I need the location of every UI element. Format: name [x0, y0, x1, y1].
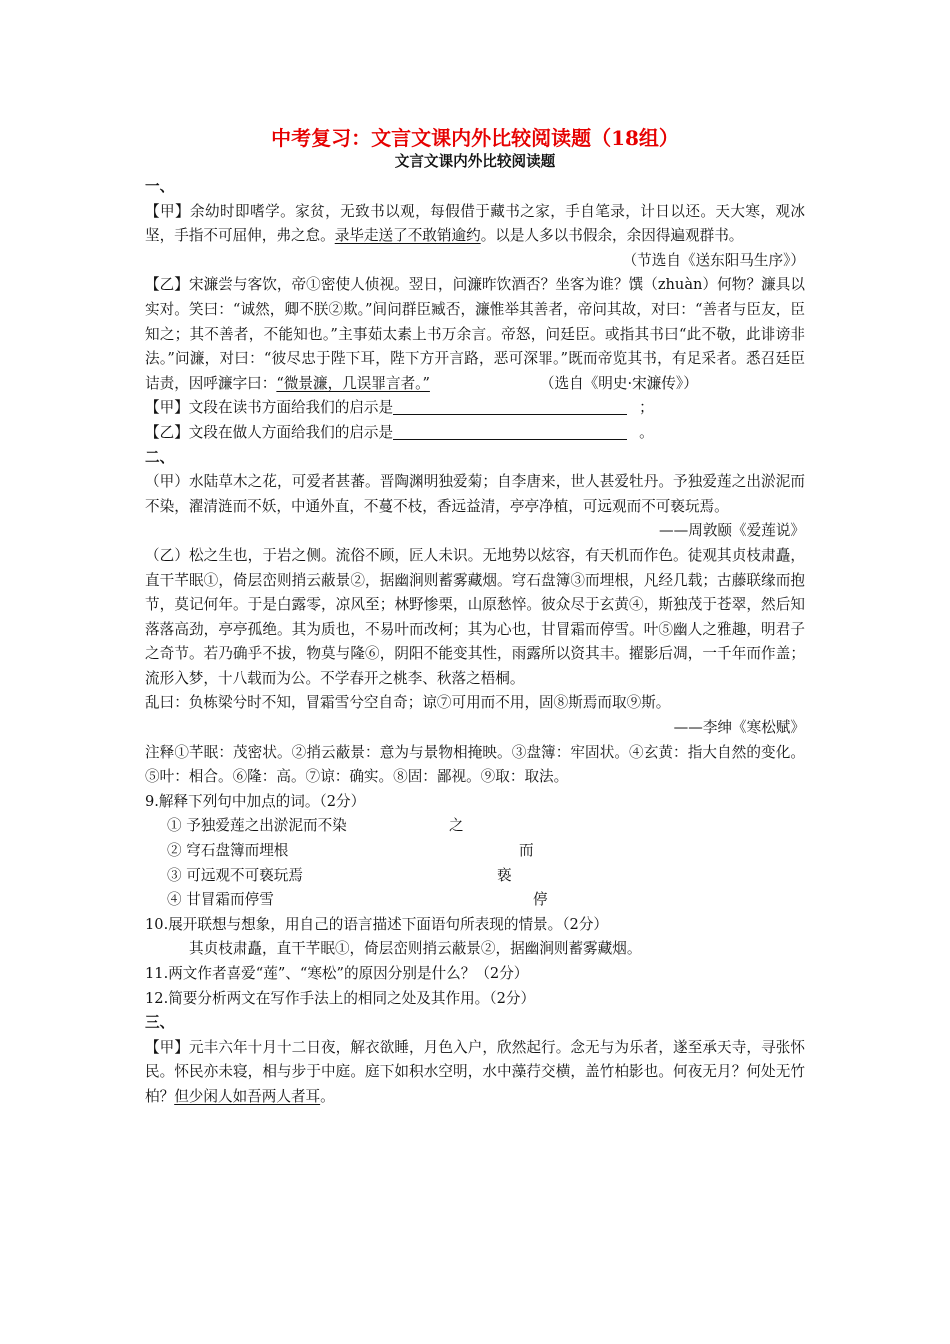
- sec2-passage-yi: （乙）松之生也，于岩之侧。流俗不顾，匠人未识。无地势以炫容，有天机而作色。徒观其贞枝肃矗，直干芊眠①，倚层峦则捎云蔽景②，据幽涧则蓄雾藏烟。穹石盘簿③而埋根，凡经几载；古藤联缘而抱节，莫记何年。于是白露零，凉风至；林野惨栗，山原愁悴。彼众尽于玄黄④，斯独茂于苍翠，然后知落落高劲，亭亭孤绝。其为质也，不易叶而改柯；其为心也，甘冒霜而停雪。叶⑤幽人之雅趣，明君子之奇节。若乃确乎不拔，物莫与隆⑥，阴阳不能变其性，雨露所以资其丰。擢影后凋，一千年而作盖；流形入梦，十八载而为公。不学春开之桃李、秋落之梧桐。: [145, 546, 805, 687]
- question-10-quote: 其贞枝肃矗，直干芊眠①，倚层峦则捎云蔽景②，据幽涧则蓄雾藏烟。: [189, 940, 642, 958]
- sec1-passage-jia: 【甲】余幼时即嗜学。家贫，无致书以观，每假借于藏书之家，手自笔录，计日以还。天大寒，观冰坚，手指不可屈伸，弗之怠。录毕走送了不敢销逾约。以是人多以书假余，余因得遍观群书。: [145, 202, 805, 245]
- page-subtitle: 文言文课内外比较阅读题: [394, 153, 556, 170]
- q9-item-2: ② 穹石盘簿而埋根 而: [167, 842, 534, 860]
- sec3-passage-jia: 【甲】元丰六年十月十二日夜，解衣欲睡，月色入户，欣然起行。念无与为乐者，遂至承天寺，寻张怀民。怀民亦未寝，相与步于中庭。庭下如积水空明，水中藻荇交横，盖竹柏影也。何夜无月？何处无竹柏？但少闲人如吾两人者耳。: [145, 1038, 805, 1105]
- sec1-jia-source: （节选自《送东阳马生序》）: [622, 251, 805, 269]
- sec1-question-jia: 【甲】文段在读书方面给我们的启示是 ；: [145, 399, 654, 417]
- underlined-sentence: 但少闲人如吾两人者耳: [174, 1087, 321, 1105]
- document-page: [145, 125, 805, 1110]
- answer-blank[interactable]: [393, 424, 627, 440]
- q9-item-4: ④ 甘冒霜而停雪 停: [167, 891, 548, 909]
- q9-item-3: ③ 可远观不可亵玩焉 亵: [167, 866, 512, 884]
- question-12: 12.简要分析两文在写作手法上的相同之处及其作用。（2分）: [145, 989, 536, 1007]
- sec2-jia-source: ——周敦颐《爱莲说》: [659, 522, 805, 540]
- sec2-notes: 注释①芊眠：茂密状。②捎云蔽景：意为与景物相掩映。③盘簿：牢固状。④玄黄：指大自然的变化。⑤叶：相合。⑥隆：高。⑦谅：确实。⑧固：鄙视。⑨取：取法。: [145, 743, 805, 786]
- answer-blank[interactable]: [393, 399, 627, 415]
- page-title: 中考复习：文言文课内外比较阅读题（18组）: [271, 126, 679, 150]
- section-3-heading: 三、: [145, 1014, 175, 1032]
- question-11: 11.两文作者喜爱“莲”、“寒松”的原因分别是什么？（2分）: [145, 965, 529, 982]
- sec2-yi-source: ——李绅《寒松赋》: [673, 719, 805, 737]
- question-9: 9.解释下列句中加点的词。（2分）: [145, 792, 366, 810]
- sec1-yi-source: （选自《明史·宋濂传》）: [539, 374, 698, 392]
- sec2-passage-jia: （甲）水陆草木之花，可爱者甚蕃。晋陶渊明独爱菊；自李唐来，世人甚爱牡丹。予独爱莲之出淤泥而不染，濯清涟而不妖，中通外直，不蔓不枝，香远益清，亭亭净植，可远观而不可亵玩焉。: [145, 473, 805, 515]
- question-10: 10.展开联想与想象，用自己的语言描述下面语句所表现的情景。（2分）: [145, 915, 609, 933]
- section-1-heading: 一、: [145, 178, 175, 195]
- underlined-quote: “微景濂，几误罪言者。”: [276, 374, 430, 392]
- sec1-passage-yi: 【乙】宋濂尝与客饮，帝①密使人侦视。翌日，问濂昨饮酒否？坐客为谁？馔（zhuàn）何物？濂具以实对。笑曰：“诚然，卿不朕②欺。”间问群臣臧否，濂惟举其善者，帝问其故，对曰：“善者与臣友，臣知之；其不善者，不能知也。”主事茹太素上书万余言。帝怒，问廷臣。或指其书曰“此不敬，此诽谤非法。”问濂，对曰：“彼尽忠于陛下耳，陛下方开言路，恶可深罪。”既而帝览其书，有足采者。悉召廷臣诘责，因呼濂字曰：“微景濂，几误罪言者。” （选自《明史·宋濂传》）: [145, 276, 805, 392]
- section-2-heading: 二、: [145, 448, 175, 466]
- q9-item-1: ① 予独爱莲之出淤泥而不染 之: [167, 817, 464, 835]
- sec1-question-yi: 【乙】文段在做人方面给我们的启示是 。: [145, 423, 654, 441]
- underlined-sentence: 录毕走送了不敢销逾约: [334, 227, 481, 245]
- sec2-luan: 乱曰：负栋梁兮时不知，冒霜雪兮空自奇；谅⑦可用而不用，固⑧斯焉而取⑨斯。: [145, 694, 671, 712]
